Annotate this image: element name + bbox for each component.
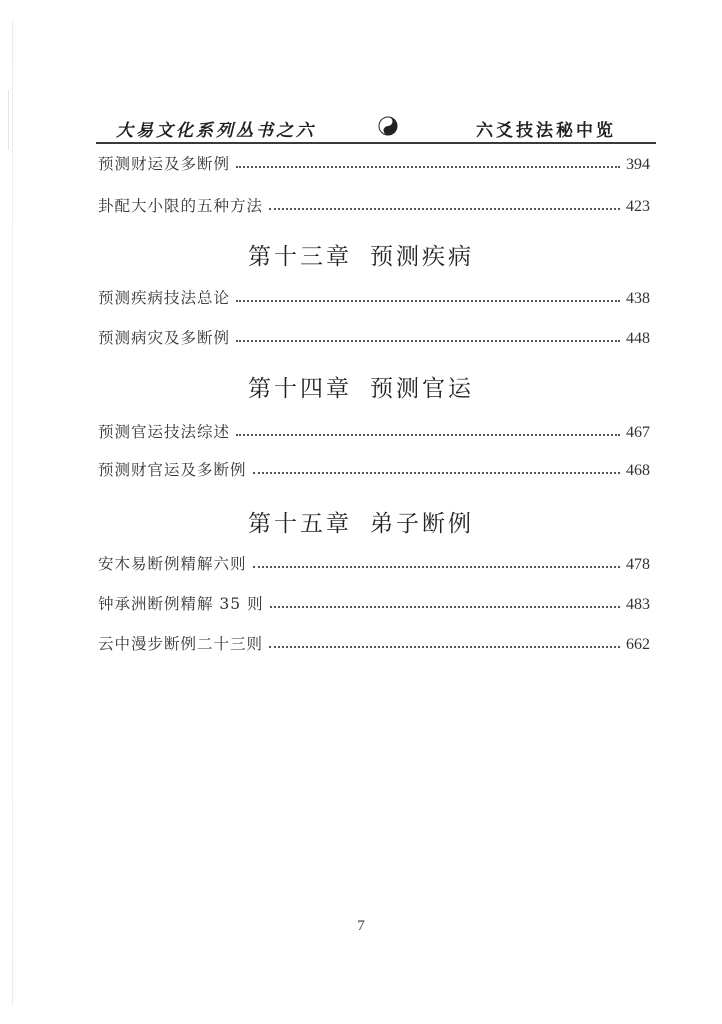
toc-entry xyxy=(98,630,650,654)
dot-leader xyxy=(253,471,620,474)
toc-entry xyxy=(98,324,650,348)
dot-leader xyxy=(270,605,620,608)
toc-entry xyxy=(98,150,650,174)
dot-leader xyxy=(236,433,620,436)
yin-yang-icon xyxy=(378,116,398,136)
toc-entry-page: 483 xyxy=(626,596,650,613)
chapter-number: 第十三章 xyxy=(248,244,352,270)
toc-entry xyxy=(98,284,650,308)
toc-entry-page: 478 xyxy=(626,556,650,573)
toc-entry xyxy=(98,456,650,480)
toc-entry-title: 卦配大小限的五种方法 xyxy=(98,197,264,215)
toc-entry-title: 预测疾病技法总论 xyxy=(98,289,231,307)
dot-leader xyxy=(253,565,620,568)
dot-leader xyxy=(236,299,620,302)
running-header xyxy=(96,108,656,140)
chapter-title: 预测官运 xyxy=(370,376,474,402)
chapter-heading xyxy=(0,238,722,271)
toc-entry-title: 预测官运技法综述 xyxy=(98,423,231,441)
chapter-title: 预测疾病 xyxy=(370,244,474,270)
toc-entry xyxy=(98,550,650,574)
chapter-heading xyxy=(0,505,722,538)
toc-entry-page: 468 xyxy=(626,462,650,479)
toc-entry-page: 438 xyxy=(626,290,650,307)
toc-entry-title: 预测财运及多断例 xyxy=(98,155,231,173)
scan-edge-mark xyxy=(8,90,9,150)
chapter-number: 第十四章 xyxy=(248,376,352,402)
dot-leader xyxy=(269,207,620,210)
toc-entry xyxy=(98,418,650,442)
toc-entry-page: 394 xyxy=(626,156,650,173)
toc-entry-page: 467 xyxy=(626,424,650,441)
dot-leader xyxy=(236,165,620,168)
chapter-heading xyxy=(0,370,722,403)
toc-entry-page: 448 xyxy=(626,330,650,347)
toc-entry-title: 钟承洲断例精解 35 则 xyxy=(98,595,264,613)
header-rule xyxy=(96,142,656,144)
dot-leader xyxy=(269,645,620,648)
dot-leader xyxy=(236,339,620,342)
toc-entry-page: 423 xyxy=(626,198,650,215)
toc-entry xyxy=(98,192,650,216)
toc-entry-title: 预测财官运及多断例 xyxy=(98,461,247,479)
chapter-title: 弟子断例 xyxy=(370,511,474,537)
book-title: 六爻技法秘中览 xyxy=(476,121,616,141)
toc-entry-title: 预测病灾及多断例 xyxy=(98,329,231,347)
toc-entry-title: 安木易断例精解六则 xyxy=(98,555,247,573)
series-title: 大易文化系列丛书之六 xyxy=(116,121,316,141)
toc-entry-title: 云中漫步断例二十三则 xyxy=(98,635,264,653)
toc-entry-page: 662 xyxy=(626,636,650,653)
chapter-number: 第十五章 xyxy=(248,511,352,537)
toc-entry xyxy=(98,590,650,614)
page-number: 7 xyxy=(357,918,365,934)
